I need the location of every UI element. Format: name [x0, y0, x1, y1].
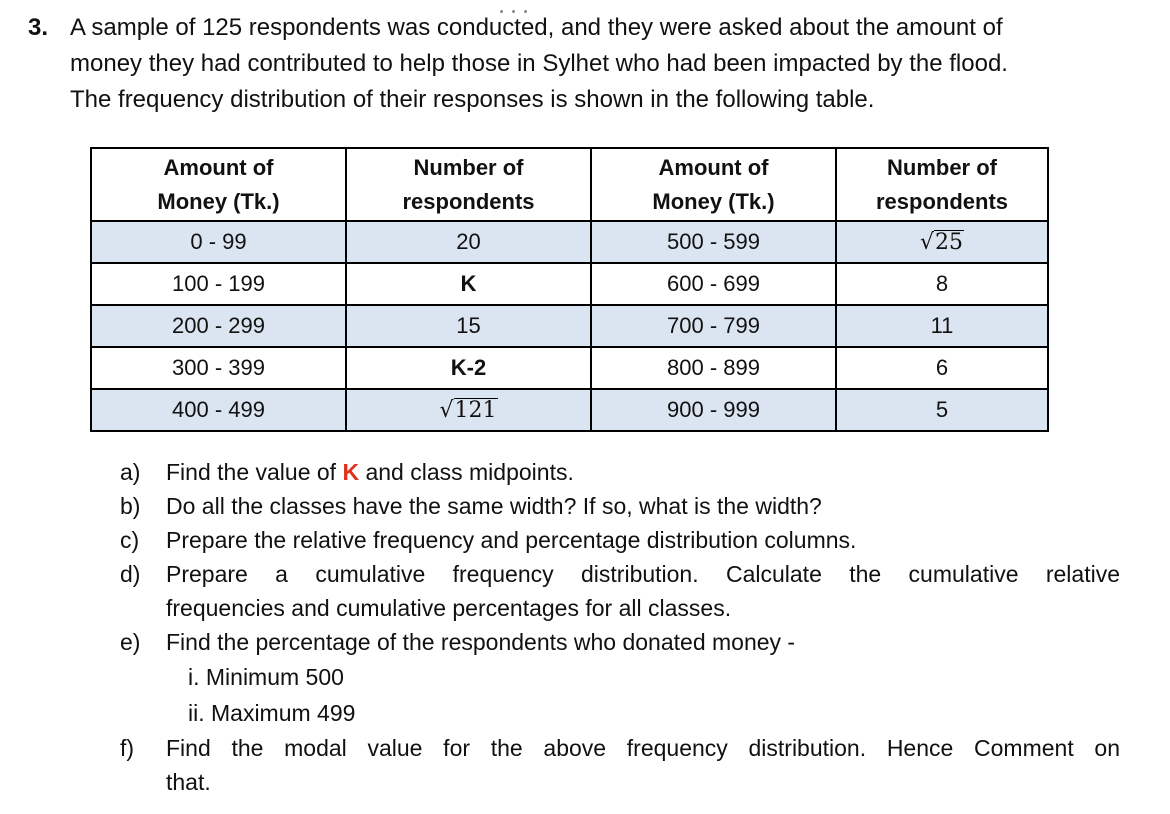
header-respondents-2: Number of respondents	[836, 148, 1048, 221]
header-amount-2: Amount of Money (Tk.)	[591, 148, 836, 221]
table-cell: 500 - 599	[591, 221, 836, 263]
table-row	[91, 347, 1048, 389]
question-e-sub-1: i. Minimum 500	[188, 664, 344, 690]
square-root: √ 25	[919, 229, 964, 255]
question-number: 3.	[28, 14, 49, 41]
table-cell: 400 - 499	[91, 389, 346, 431]
table-cell: 700 - 799	[591, 305, 836, 347]
table-cell: 5	[836, 389, 1048, 431]
table-cell: 0 - 99	[91, 221, 346, 263]
question-f: f) Find the modal value for the above frequency distribution. Hence Comment on that.	[120, 735, 1120, 795]
question-e: e) Find the percentage of the respondents who donated money -	[120, 629, 796, 655]
table-cell: 200 - 299	[91, 305, 346, 347]
table-cell-sqrt	[346, 389, 591, 431]
question-intro	[70, 10, 1130, 118]
table-cell: 15	[346, 305, 591, 347]
variable-k: K	[342, 459, 360, 485]
table-header-row	[91, 148, 1048, 221]
table-row	[91, 389, 1048, 431]
table-cell: 11	[836, 305, 1048, 347]
table-cell: 20	[346, 221, 591, 263]
header-amount-1: Amount of Money (Tk.)	[91, 148, 346, 221]
square-root: √ 121	[439, 397, 497, 423]
table-row	[91, 305, 1048, 347]
table-cell: 100 - 199	[91, 263, 346, 305]
table-cell: 600 - 699	[591, 263, 836, 305]
intro-line-2: money they had contributed to help those in Sylhet who had been impacted by the flood.	[70, 50, 1008, 77]
table-cell-sqrt	[836, 221, 1048, 263]
table-cell: K	[346, 263, 591, 305]
frequency-table	[90, 147, 1049, 432]
question-e-sub-2: ii. Maximum 499	[188, 700, 356, 726]
table-row	[91, 221, 1048, 263]
question-a: a) Find the value of K and class midpoints.	[120, 459, 574, 485]
question-c: c) Prepare the relative frequency and percentage distribution columns.	[120, 527, 857, 553]
faint-marks	[500, 0, 560, 4]
intro-line-3: The frequency distribution of their responses is shown in the following table.	[70, 86, 875, 113]
table-cell: 300 - 399	[91, 347, 346, 389]
table-cell: K-2	[346, 347, 591, 389]
question-b: b) Do all the classes have the same width? If so, what is the width?	[120, 493, 822, 519]
table-cell: 6	[836, 347, 1048, 389]
question-d: d) Prepare a cumulative frequency distribution. Calculate the cumulative relative frequencies and cumulative percentages for all classes.	[120, 561, 1120, 621]
table-cell: 8	[836, 263, 1048, 305]
intro-line-1: A sample of 125 respondents was conducted, and they were asked about the amount of	[70, 14, 1003, 41]
header-respondents-1: Number of respondents	[346, 148, 591, 221]
table-row	[91, 263, 1048, 305]
table-cell: 800 - 899	[591, 347, 836, 389]
table-cell: 900 - 999	[591, 389, 836, 431]
question-list	[120, 455, 1120, 799]
